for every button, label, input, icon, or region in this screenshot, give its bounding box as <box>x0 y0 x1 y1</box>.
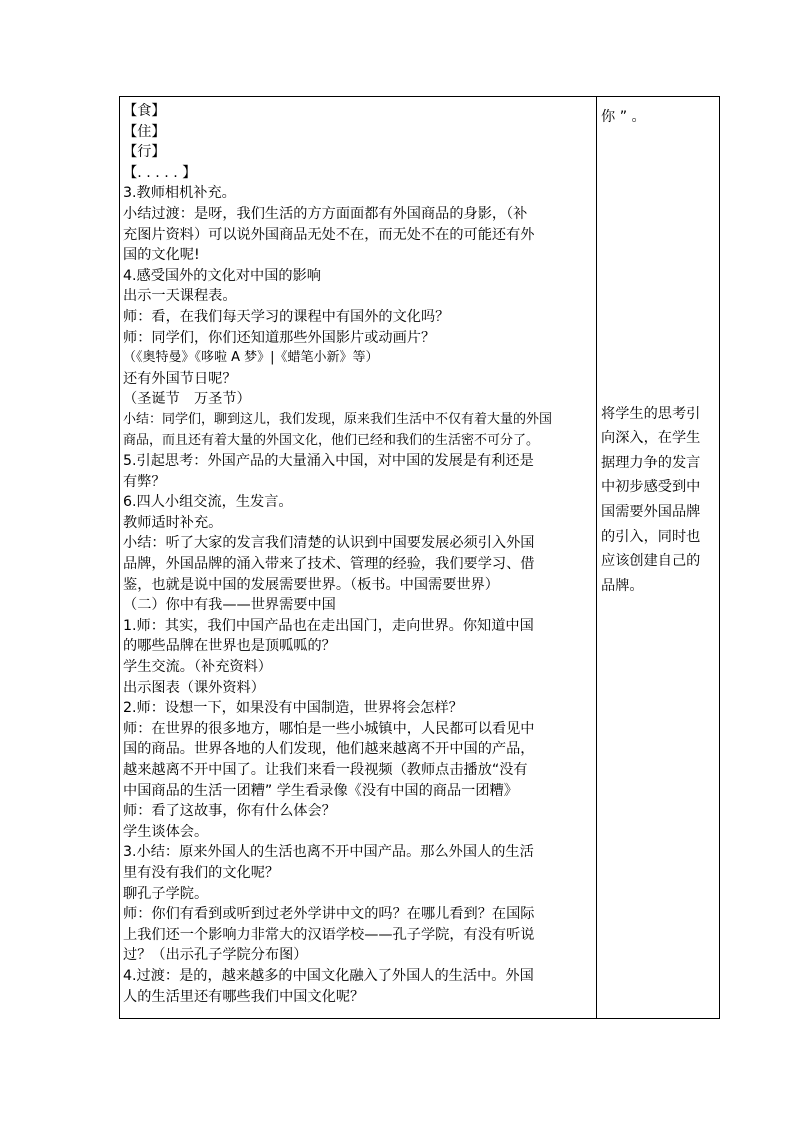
text-line: 6.四人小组交流，生发言。 <box>123 494 293 511</box>
text-line: 【住】 <box>123 123 166 140</box>
text-line: 师：看了这故事，你有什么体会？ <box>123 803 336 820</box>
text-line: 出示一天课程表。 <box>123 288 237 305</box>
design-intent-line: 应该创建自己的 <box>601 553 701 570</box>
text-line: 3.教师相机补充。 <box>123 185 236 202</box>
text-line: 【行】 <box>123 144 166 161</box>
design-intent-top: 你 ” 。 <box>601 109 646 125</box>
text-line: 【食】 <box>123 103 166 119</box>
section-heading: （二）你中有我——世界需要中国 <box>123 597 336 614</box>
text-line: 学生谈体会。 <box>123 823 209 840</box>
text-line: 小结：同学们，聊到这儿，我们发现，原来我们生活中不仅有着大量的外国 <box>123 411 553 427</box>
text-line: 学生交流。（补充资料） <box>123 659 272 676</box>
lesson-plan-table <box>119 96 720 1019</box>
text-line: 的哪些品牌在世界也是顶呱呱的？ <box>123 638 336 655</box>
design-intent-line: 中初步感受到中 <box>601 479 701 496</box>
text-line: 越来越离不开中国了。让我们来看一段视频（教师点击播放“没有 <box>123 762 528 778</box>
design-intent-line: 品牌。 <box>601 577 644 594</box>
text-line: 2.师：设想一下，如果没有中国制造，世界将会怎样？ <box>123 700 463 717</box>
design-intent-line: 向深入，在学生 <box>601 430 701 447</box>
text-line: 过？（出示孔子学院分布图） <box>123 947 308 964</box>
text-line: 有弊？ <box>123 473 166 490</box>
text-line: 3.小结：原来外国人的生活也离不开中国产品。那么外国人的生活 <box>123 844 534 861</box>
text-line: 上我们还一个影响力非常大的汉语学校——孔子学院，有没有听说 <box>123 926 535 943</box>
text-line: 教师适时补充。 <box>123 514 223 531</box>
text-line: 师：看，在我们每天学习的课程中有国外的文化吗？ <box>123 308 450 325</box>
text-line: 4.感受国外的文化对中国的影响 <box>123 267 321 284</box>
text-line: 【. . . . . 】 <box>123 164 197 181</box>
design-intent-line: 据理力争的发言 <box>601 454 701 471</box>
text-line: 师：你们有看到或听到过老外学讲中文的吗？在哪儿看到？在国际 <box>123 906 535 923</box>
text-line: 师：同学们，你们还知道那些外国影片或动画片？ <box>123 329 436 346</box>
text-line: 中国商品的生活一团糟” 学生看录像《没有中国的商品一团糟》 <box>123 782 518 799</box>
text-line: 小结：听了大家的发言我们清楚的认识到中国要发展必须引入外国 <box>123 535 535 552</box>
text-line: 商品，而且还有着大量的外国文化，他们已经和我们的生活密不可分了。 <box>123 432 540 448</box>
text-line: （《奥特曼》《哆啦 A 梦》|《蜡笔小新》等） <box>123 350 379 366</box>
design-intent-line: 将学生的思考引 <box>601 405 701 422</box>
text-line: （圣诞节 万圣节） <box>123 391 251 408</box>
text-line: 师：在世界的很多地方，哪怕是一些小城镇中，人民都可以看见中 <box>123 720 535 737</box>
text-line: 充图片资料）可以说外国商品无处不在，而无处不在的可能还有外 <box>123 226 535 243</box>
text-line: 还有外国节日呢？ <box>123 370 237 387</box>
text-line: 聊孔子学院。 <box>123 885 209 902</box>
text-line: 小结过渡：是呀，我们生活的方方面面都有外国商品的身影，（补 <box>123 205 528 222</box>
text-line: 人的生活里还有哪些我们中国文化呢？ <box>123 988 365 1005</box>
text-line: 1.师：其实，我们中国产品也在走出国门，走向世界。你知道中国 <box>123 617 534 634</box>
text-line: 出示图表（课外资料） <box>123 679 265 696</box>
text-line: 4.过渡：是的，越来越多的中国文化融入了外国人的生活中。外国 <box>123 967 534 984</box>
design-intent-line: 国需要外国品牌 <box>601 503 701 520</box>
teaching-process-cell <box>123 101 593 1007</box>
text-line: 国的文化呢! <box>123 247 200 264</box>
design-intent-line: 的引入，同时也 <box>601 528 701 545</box>
text-line: 品牌，外国品牌的涌入带来了技术、管理的经验，我们要学习、借 <box>123 556 535 573</box>
text-line: 国的商品。世界各地的人们发现，他们越来越离不开中国的产品， <box>123 741 535 758</box>
text-line: 里有没有我们的文化呢？ <box>123 864 280 881</box>
column-divider <box>596 97 597 1018</box>
text-line: 鉴，也就是说中国的发展需要世界。（板书。中国需要世界） <box>123 576 499 593</box>
text-line: 5.引起思考：外国产品的大量涌入中国，对中国的发展是有利还是 <box>123 453 534 470</box>
design-intent-cell <box>601 105 715 598</box>
